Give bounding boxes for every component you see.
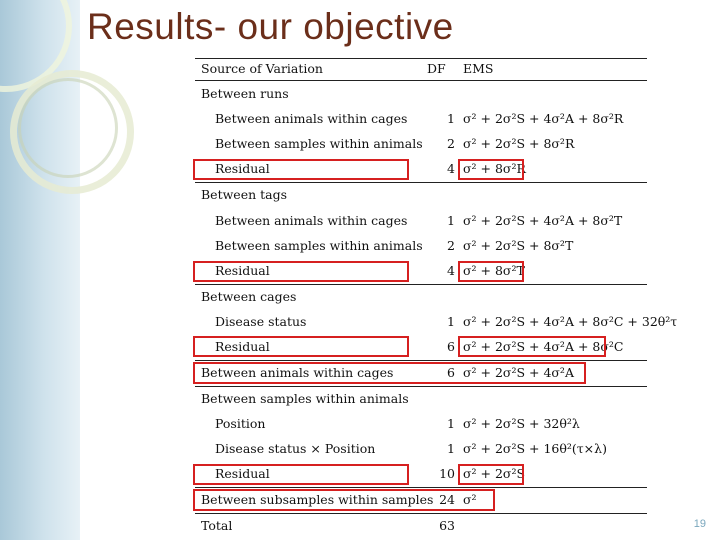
table-row-df: 24 — [439, 492, 455, 507]
table-row-ems: σ² + 8σ²T — [463, 263, 525, 278]
table-row-label: Between animals within cages — [215, 111, 408, 126]
table-row-label: Residual — [215, 263, 270, 278]
table-row-ems: σ² + 2σ²S + 4σ²A — [463, 365, 574, 380]
table-row-label: Between cages — [201, 289, 297, 304]
table-row-label: Position — [215, 416, 266, 431]
table-row-df: 1 — [447, 416, 455, 431]
table-section-rule — [195, 386, 647, 387]
highlight-box — [458, 336, 606, 357]
highlight-box — [193, 489, 495, 511]
table-section-rule — [195, 182, 647, 183]
table-row-ems: σ² + 2σ²S + 4σ²A + 8σ²C — [463, 339, 624, 354]
table-row-label: Between animals within cages — [215, 213, 408, 228]
table-header-rule — [195, 80, 647, 81]
table-row-ems: σ² + 2σ²S + 4σ²A + 8σ²R — [463, 111, 624, 126]
table-row-label: Between samples within animals — [215, 238, 423, 253]
table-row-df: 2 — [447, 238, 455, 253]
decorative-ring — [18, 78, 118, 178]
table-row-df: 63 — [439, 518, 455, 533]
table-row-label: Between samples within animals — [201, 391, 409, 406]
highlight-box — [193, 159, 409, 180]
table-row-ems: σ² + 2σ²S + 16θ²(τ×λ) — [463, 441, 607, 456]
table-row-label: Disease status — [215, 314, 307, 329]
table-row-df: 1 — [447, 213, 455, 228]
page-number: 19 — [693, 518, 706, 530]
table-row-ems: σ² — [463, 492, 477, 507]
table-row-df: 10 — [439, 466, 455, 481]
table-row-df: 6 — [447, 365, 455, 380]
highlight-box — [193, 362, 586, 384]
table-section-rule — [195, 284, 647, 285]
table-row-label: Between tags — [201, 187, 288, 202]
table-row-label: Between animals within cages — [201, 365, 394, 380]
highlight-box — [458, 159, 524, 180]
table-row-label: Residual — [215, 161, 270, 176]
table-row-df: 1 — [447, 314, 455, 329]
table-top-rule — [195, 58, 647, 59]
table-row-label: Residual — [215, 339, 270, 354]
header-source: Source of Variation — [201, 61, 323, 76]
table-row-label: Total — [201, 518, 233, 533]
decorative-sidebar — [0, 0, 80, 540]
header-ems: EMS — [463, 61, 494, 76]
table-row-ems: σ² + 2σ²S + 8σ²R — [463, 136, 575, 151]
table-row-df: 1 — [447, 441, 455, 456]
slide-title: Results- our objective — [87, 6, 454, 47]
table-row-df: 4 — [447, 161, 455, 176]
table-row-label: Between samples within animals — [215, 136, 423, 151]
table-section-rule — [195, 360, 647, 361]
table-row-df: 2 — [447, 136, 455, 151]
table-section-rule — [195, 513, 647, 514]
highlight-box — [458, 464, 524, 485]
header-df: DF — [427, 61, 446, 76]
table-row-label: Between subsamples within samples — [201, 492, 434, 507]
highlight-box — [193, 464, 409, 485]
table-row-label: Residual — [215, 466, 270, 481]
highlight-box — [458, 261, 524, 282]
table-section-rule — [195, 487, 647, 488]
table-row-ems: σ² + 8σ²R — [463, 161, 526, 176]
table-row-ems: σ² + 2σ²S — [463, 466, 526, 481]
table-row-df: 1 — [447, 111, 455, 126]
highlight-box — [193, 261, 409, 282]
table-row-ems: σ² + 2σ²S + 8σ²T — [463, 238, 574, 253]
highlight-box — [193, 336, 409, 357]
table-row-ems: σ² + 2σ²S + 32θ²λ — [463, 416, 580, 431]
table-row-ems: σ² + 2σ²S + 4σ²A + 8σ²C + 32θ²τ — [463, 314, 678, 329]
table-row-label: Between runs — [201, 86, 289, 101]
table-row-label: Disease status × Position — [215, 441, 376, 456]
table-row-ems: σ² + 2σ²S + 4σ²A + 8σ²T — [463, 213, 623, 228]
table-row-df: 4 — [447, 263, 455, 278]
table-row-df: 6 — [447, 339, 455, 354]
